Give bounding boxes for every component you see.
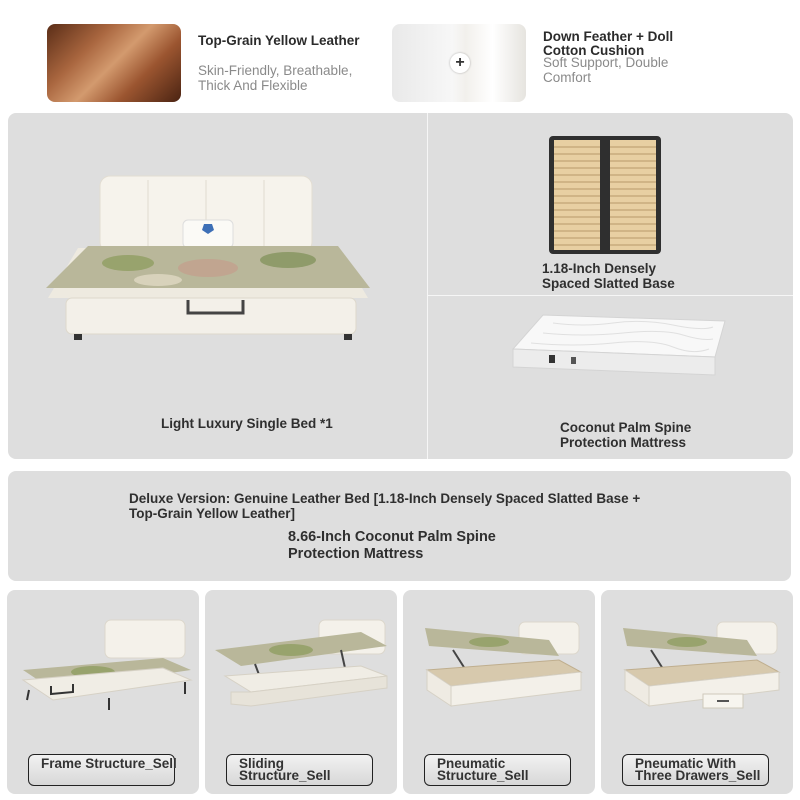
pneumatic-drawers-bed-image	[607, 610, 787, 720]
package-panel	[8, 113, 793, 459]
bed-label: Light Luxury Single Bed *1	[161, 416, 333, 431]
down-feather-image	[392, 24, 526, 102]
frame-bed-image	[13, 610, 193, 720]
option-sliding-label: Sliding Structure_Sell	[239, 756, 331, 783]
option-sliding-structure[interactable]	[205, 590, 397, 794]
sliding-bed-image	[211, 610, 391, 720]
pneumatic-bed-image	[409, 610, 589, 720]
option-frame-label: Frame Structure_Sell	[41, 756, 177, 771]
option-pneumatic-drawers[interactable]	[601, 590, 793, 794]
feature-leather-title: Top-Grain Yellow Leather	[198, 33, 360, 48]
option-drawers-label: Pneumatic With Three Drawers_Sell	[635, 756, 761, 783]
option-frame-button[interactable]	[28, 754, 175, 786]
feature-leather	[47, 18, 377, 102]
deluxe-mattress-description: 8.66-Inch Coconut Palm Spine Protection Mattress	[288, 529, 496, 562]
feature-down-title: Down Feather + Doll Cotton Cushion	[543, 29, 674, 58]
mattress-label: Coconut Palm Spine Protection Mattress	[560, 420, 692, 450]
mattress-image	[503, 311, 733, 391]
plus-icon: +	[450, 53, 470, 73]
panel-divider	[428, 295, 793, 296]
feature-down-feather	[392, 18, 732, 102]
option-pneumatic-button[interactable]	[424, 754, 571, 786]
slatted-base-label: 1.18-Inch Densely Spaced Slatted Base	[542, 261, 675, 291]
deluxe-description: Deluxe Version: Genuine Leather Bed [1.18-Inch Densely Spaced Slatted Base + Top-Grain Yellow Leather]	[129, 491, 641, 521]
option-pneumatic-label: Pneumatic Structure_Sell	[437, 756, 529, 783]
deluxe-version-panel	[8, 471, 791, 581]
feature-leather-subtitle: Skin-Friendly, Breathable, Thick And Flexible	[198, 63, 353, 93]
option-sliding-button[interactable]	[226, 754, 373, 786]
option-pneumatic-structure[interactable]	[403, 590, 595, 794]
slatted-base-image	[548, 135, 662, 255]
feature-down-subtitle: Soft Support, Double Comfort	[543, 55, 669, 85]
option-drawers-button[interactable]	[622, 754, 769, 786]
single-bed-image	[38, 168, 378, 358]
leather-swatch-image	[47, 24, 181, 102]
option-frame-structure[interactable]	[7, 590, 199, 794]
panel-divider	[427, 113, 428, 459]
